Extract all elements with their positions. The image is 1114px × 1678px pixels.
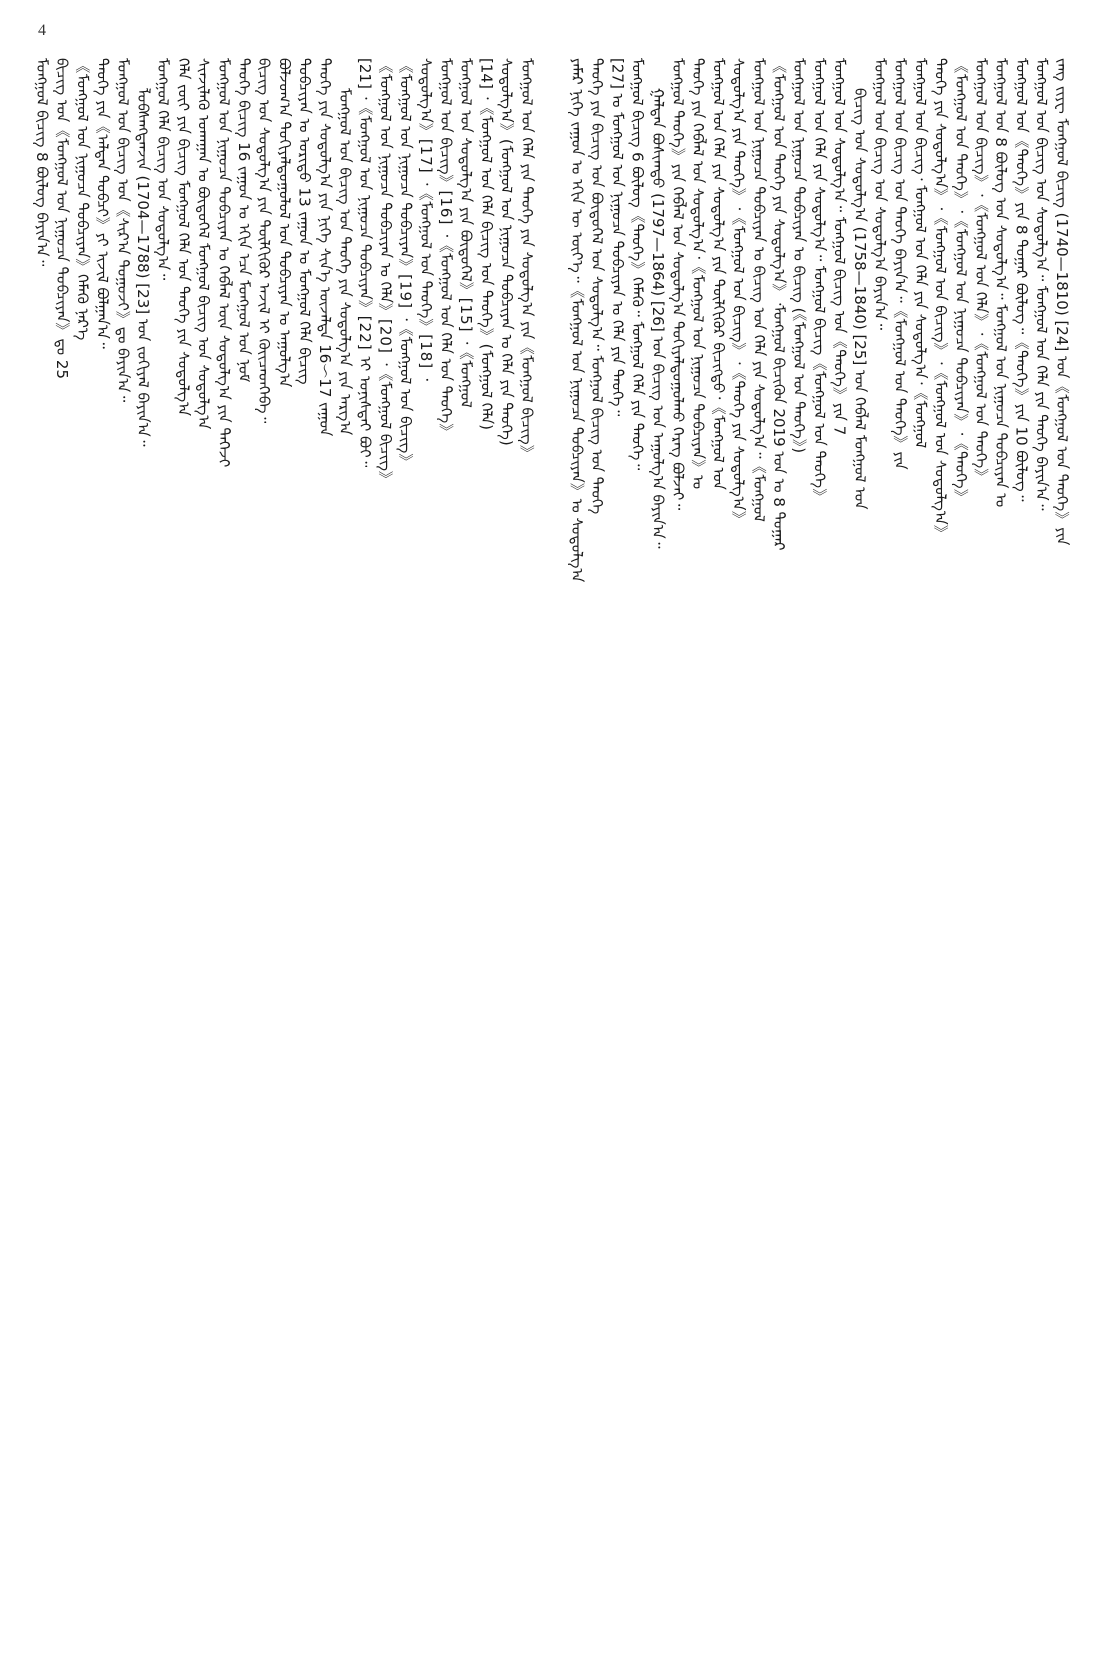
text-line-content: ᠮᠣᠩᠭᠣᠯ ᠤᠨ ᠨᠢᠭᠤᠴᠠ ᠲᠣᠪᠴᠢᠶᠠᠨ ᠤ ᠪᠢᠴᠢᠭ ᠤᠨ ᠬᠡᠯᠡ ᠶᠢᠨ ᠰᠤᠳᠤᠯᠭ᠎ᠠ᠃《ᠮᠣᠩᠭᠣᠯ	[749, 58, 768, 522]
text-line-content: 《ᠮᠣᠩᠭᠣᠯ ᠤᠨ ᠨᠢᠭᠤᠴᠠ ᠲᠣᠪᠴᠢᠶᠠᠨ ᠤ ᠬᠡᠯᠡ》[20] ᠂《ᠮᠣᠩᠭᠣᠯ ᠪᠢᠴᠢᠭ》	[376, 58, 395, 488]
text-line-content: ᠮᠣᠩᠭᠣᠯ ᠤᠨ ᠨᠢᠭᠤᠴᠠ ᠲᠣᠪᠴᠢᠶᠠᠨ ᠤ ᠬᠡᠪᠯᠡᠯ ᠦᠨ ᠰᠤᠳᠤᠯᠭ᠎ᠠ ᠶᠢᠨ ᠳᠡᠭᠡᠵᠢ	[214, 58, 233, 468]
text-line-content: 《ᠮᠣᠩᠭᠣᠯ ᠤᠨ ᠲᠡᠦᠬᠡ》᠂《ᠮᠣᠩᠭᠣᠯ ᠤᠨ ᠨᠢᠭᠤᠴᠠ ᠲᠣᠪᠴᠢᠶᠠᠨ》᠂《ᠲᠡᠦᠬᠡ》	[951, 58, 970, 505]
text-line-content: ᠰᠤᠳᠤᠯᠭ᠎ᠠ》[17] ᠂《ᠮᠣᠩᠭᠣᠯ ᠤᠨ ᠲᠡᠦᠬᠡ》[18] ᠂	[416, 58, 435, 381]
text-line-content: ᠪᠢᠴᠢᠭ ᠤᠨ ᠰᠤᠳᠤᠯᠭ᠎ᠠ ᠶᠢᠨ ᠲᠦᠯᠬᠢᠭᠦᠷ ᠠᠵᠢᠯ ᠢ ᠭᠦᠢᠴᠡᠳᠬᠡᠪᠡ᠃	[255, 58, 274, 424]
text-line-content: ᠲᠡᠦᠬᠡ ᠶᠢᠨ ᠰᠤᠳᠤᠯᠭ᠎ᠠ》᠂《ᠮᠣᠩᠭᠣᠯ ᠤᠨ ᠪᠢᠴᠢᠭ᠌》᠂《ᠮᠣᠩᠭᠣᠯ ᠤᠨ ᠰᠤᠳᠤᠯᠭ᠎ᠠ》	[931, 58, 950, 541]
text-line-content: ᠶᠠᠮᠠᠷ ᠨᠢᠭᠡ ᠵᠠᠭᠤᠨ ᠤ ᠡᠬᠢᠨ ᠦ ᠦᠶ᠎ᠡ᠃《ᠮᠣᠩᠭᠣᠯ ᠤᠨ ᠨᠢᠭᠤᠴᠠ ᠲᠣᠪᠴᠢᠶᠠᠨ》ᠤ ᠰᠤᠳᠤᠯᠭ᠎ᠠ	[568, 58, 586, 583]
text-line-content: ᠰᠤᠳᠤᠯᠭ᠎ᠠ》(ᠮᠣᠩᠭᠣᠯ ᠤᠨ ᠨᠢᠭᠤᠴᠠ ᠲᠣᠪᠴᠢᠶᠠᠨ ᠤ ᠬᠡᠯᠡ ᠶᠢᠨ ᠲᠡᠦᠬᠡ)	[497, 58, 516, 447]
text-line-content: ᠪᠣᠯᠵᠣᠭ᠎ᠠ ᠲᠣᠬᠢᠶᠠᠯᠳᠤᠭᠤᠯᠤᠯ ᠤᠨ ᠲᠣᠪᠴᠢᠶᠠᠨ ᠤ ᠠᠭᠤᠯᠭ᠎ᠠ	[275, 58, 294, 388]
text-line-content: ᠮᠣᠩᠭᠣᠯ ᠤᠨ ᠪᠢᠴᠢᠭ᠌ ᠤᠨ ᠰᠤᠳᠤᠯᠭ᠎ᠠ ᠪᠠᠶᠢᠨ᠎ᠠ᠃	[871, 58, 889, 330]
text-line-content: ᠮᠣᠩᠭᠣᠯ ᠤᠨ 8 ᠪᠦᠯᠦᠭ ᠤᠨ ᠰᠤᠳᠤᠯᠭ᠎ᠠ᠃ ᠮᠣᠩᠭᠣᠯ ᠤᠨ ᠨᠢᠭᠤᠴᠠ ᠲᠣᠪᠴᠢᠶᠠᠨ ᠤ	[992, 58, 1011, 508]
text-line-content: ᠵᠠᠩ ᠵᠢᠶᠧ ᠮᠣᠩᠭᠣᠯ ᠪᠢᠴᠢᠭ᠌ (1740—1810) [24] ᠤᠨ《ᠮᠣᠩᠭᠣᠯ ᠤᠨ ᠲᠡᠦᠬᠡ》ᠶᠢᠨ	[1052, 58, 1071, 546]
text-line-content: ᠮᠣᠩᠭᠣᠯ ᠤᠨ ᠨᠢᠭᠤᠴᠠ ᠲᠣᠪᠴᠢᠶᠠᠨ ᠤ ᠪᠢᠴᠢᠭ᠌ (《ᠮᠣᠩᠭᠣᠯ ᠤᠨ ᠲᠡᠦᠬᠡ》)	[790, 58, 809, 454]
text-line-content: [27] ᠤ ᠮᠣᠩᠭᠣᠯ ᠤᠨ ᠨᠢᠭᠤᠴᠠ ᠲᠣᠪᠴᠢᠶᠠᠨ ᠤ ᠬᠡᠯᠡ ᠶᠢᠨ ᠲᠡᠦᠬᠡ᠃	[608, 58, 627, 417]
text-line	[515, 58, 539, 461]
text-line	[1050, 58, 1074, 545]
text-line-content: ᠮᠣᠩᠭᠣᠯ ᠤᠨ ᠪᠢᠴᠢᠭ᠌ ᠤᠨ ᠲᠡᠦᠬᠡ ᠪᠠᠶᠢᠨ᠎ᠠ᠃《ᠮᠣᠩᠭᠣᠯ ᠤᠨ ᠲᠡᠦᠬᠡ》ᠶᠢᠨ	[891, 58, 910, 470]
text-line-content: 《ᠮᠣᠩᠭᠣᠯ ᠤᠨ ᠲᠡᠦᠬᠡ ᠶᠢᠨ ᠰᠤᠳᠤᠯᠭ᠎ᠠ》᠂ᠮᠣᠩᠭᠣᠯ ᠪᠢᠴᠢᠭ᠌ᠦᠨ 2019 ᠤᠨ ᠤ 8 ᠳᠤᠭᠠᠷ	[770, 58, 788, 551]
text-line-content: ᠪᠢᠴᠢᠭ ᠤᠨ ᠰᠤᠳᠤᠯᠭ᠎ᠠ (1758—1840) [25] ᠤᠨ ᠬᠡᠪᠯᠡᠯ ᠮᠣᠩᠭᠣᠯ ᠤᠨ	[850, 88, 869, 510]
text-line-content: ᠬᠡᠯᠡ ᠵᠦᠢ ᠶᠢᠨ ᠪᠢᠴᠢᠭ᠌ ᠮᠣᠩᠭᠣᠯ ᠬᠡᠯᠡ ᠤᠨ ᠲᠡᠦᠬᠡ ᠶᠢᠨ ᠰᠤᠳᠤᠯᠭ᠎ᠠ	[174, 58, 193, 417]
text-line-content: ᠮᠣᠩᠭᠣᠯ ᠪᠢᠴᠢᠭ 8 ᠪᠦᠯᠦᠭ ᠪᠠᠶᠢᠨ᠎ᠠ᠃	[33, 58, 51, 267]
text-line-content: ᠮᠣᠩᠭᠣᠯ ᠤᠨ ᠰᠤᠳᠤᠯᠭ᠎ᠠ ᠶᠢᠨ ᠪᠦᠲᠦᠭᠡᠯ》[15] ᠂《ᠮᠣᠩᠭᠣᠯ	[457, 58, 476, 408]
text-line-content: ᠪᠢᠴᠢᠭ ᠤᠨ《ᠮᠣᠩᠭᠣᠯ ᠤᠨ ᠨᠢᠭᠤᠴᠠ ᠲᠣᠪᠴᠢᠶᠠᠨ》ᠳᠤ 25	[53, 58, 72, 379]
text-line-content: [14] ᠂《ᠮᠣᠩᠭᠣᠯ ᠤᠨ ᠬᠡᠯᠡ ᠪᠢᠴᠢᠭ ᠤᠨ ᠲᠡᠦᠬᠡ》(ᠮᠣᠩᠭᠣᠯ ᠬᠡᠯᠡ)	[477, 58, 496, 431]
text-line-content: ᠮᠣᠩᠭᠣᠯ ᠤᠨ ᠪᠢᠴᠢᠭ ᠤᠨ《ᠰᠢᠷ᠎ᠠ ᠲᠣᠭᠤᠵᠢ》ᠳᠤ ᠪᠠᠶᠢᠨ᠎ᠠ᠃	[113, 58, 132, 403]
text-line-content: ᠮᠣᠩᠭᠣᠯ ᠤᠨ ᠬᠡᠯᠡ ᠶᠢᠨ ᠰᠤᠳᠤᠯᠭ᠎ᠠ᠃ ᠮᠣᠩᠭᠣᠯ ᠪᠢᠴᠢᠭ᠌《ᠮᠣᠩᠭᠣᠯ ᠤᠨ ᠲᠡᠦᠬᠡ》	[810, 58, 829, 505]
text-line-content: ᠲᠣᠪᠴᠢᠶᠠᠨ ᠤ ᠤᠷᠢᠳᠤ 13 ᠵᠠᠭᠤᠨ ᠤ ᠮᠣᠩᠭᠣᠯ ᠬᠡᠯᠡ ᠪᠢᠴᠢᠭ᠌	[295, 58, 314, 385]
text-line-content: ᠮᠣᠩᠭᠣᠯ ᠤᠨ ᠬᠡᠯᠡ ᠶᠢᠨ ᠰᠤᠳᠤᠯᠭ᠎ᠠ ᠶᠢᠨ ᠲᠦᠯᠬᠢᠭᠦᠷ ᠪᠢᠴᠢᠭ᠌ᠳᠦ᠂《ᠮᠣᠩᠭᠣᠯ ᠤᠨ	[709, 58, 728, 490]
text-line-content: ᠲᠡᠦᠬᠡ ᠶᠢᠨ ᠰᠤᠳᠤᠯᠭ᠎ᠠ ᠶᠢᠨ ᠨᠢᠭᠡ ᠰᠢᠨ᠎ᠡ ᠦᠵᠡᠯᠲᠡ 16～17 ᠵᠠᠭᠤᠨ	[315, 58, 334, 437]
text-line-content: ᠮᠣᠩᠭᠣᠯ ᠤᠨ ᠰᠤᠳᠤᠯᠭ᠎ᠠ᠃ ᠮᠣᠩᠭᠣᠯ ᠪᠢᠴᠢᠭ ᠤᠨ《ᠲᠡᠦᠬᠡ》ᠶᠢᠨ 7	[830, 58, 849, 436]
text-line-content: ᠭᠠᠯᠳᠠᠨ ᠪᠣᠰᠢᠭᠲᠤ (1797—1864) [26] ᠤᠨ ᠪᠢᠴᠢᠭ ᠤᠨ ᠠᠭᠤᠯᠭ᠎ᠠ ᠪᠠᠶᠢᠨ᠎ᠠ᠃	[648, 88, 667, 549]
left-text-column	[30, 58, 540, 1670]
text-line-content: ᠰᠢᠨᠵᠢᠯᠡᠬᠦ ᠤᠬᠠᠭᠠᠨ ᠤ ᠪᠦᠲᠦᠭᠡᠯ ᠮᠣᠩᠭᠣᠯ ᠪᠢᠴᠢᠭ ᠤᠨ ᠰᠤᠳᠤᠯᠭ᠎ᠠ	[194, 58, 213, 430]
text-line-content: ᠮᠣᠩᠭᠣᠯ ᠪᠢᠴᠢᠭ 6 ᠪᠦᠯᠦᠭ《ᠲᠡᠦᠬᠡ》ᠬᠡᠮᠡᠬᠦ᠃ ᠮᠣᠩᠭᠣᠯ ᠬᠡᠯᠡ ᠶᠢᠨ ᠲᠡᠦᠬᠡ᠃	[628, 58, 647, 471]
text-line-content: ᠮᠣᠩᠭᠣᠯ ᠤᠨ ᠪᠢᠴᠢᠭ᠌᠂ ᠮᠣᠩᠭᠣᠯ ᠤᠨ ᠬᠡᠯᠡ ᠶᠢᠨ ᠰᠤᠳᠤᠯᠭ᠎ᠠ᠂《ᠮᠣᠩᠭᠣᠯ	[911, 58, 930, 449]
page-number: 4	[38, 22, 46, 39]
text-line-content: ᠲᠡᠦᠬᠡ ᠶᠢᠨ ᠬᠡᠪᠯᠡᠯ ᠤᠨ ᠰᠤᠳᠤᠯᠭ᠎ᠠ᠂《ᠮᠣᠩᠭᠣᠯ ᠤᠨ ᠨᠢᠭᠤᠴᠠ ᠲᠣᠪᠴᠢᠶᠠᠨ》ᠤ	[689, 58, 708, 490]
right-text-column	[565, 58, 1085, 1670]
text-line-content: ᠰᠤᠳᠤᠯᠭ᠎ᠠ ᠶᠢᠨ ᠲᠡᠦᠬᠡ》᠂《ᠮᠣᠩᠭᠣᠯ ᠤᠨ ᠪᠢᠴᠢᠭ᠌》᠂《ᠲᠡᠦᠬᠡ ᠶᠢᠨ ᠰᠤᠳᠤᠯᠭ᠎ᠠ》	[729, 58, 748, 527]
text-line-content: ᠮᠣᠩᠭᠣᠯ ᠬᠡᠯᠡ ᠪᠢᠴᠢᠭ ᠤᠨ ᠰᠤᠳᠤᠯᠭ᠎ᠠ᠃	[154, 58, 173, 281]
text-line-content: ᠲᠡᠦᠬᠡ ᠶᠢᠨ《ᠠᠯᠲᠠᠨ ᠲᠣᠪᠴᠢ》ᠶᠢ ᠢᠵᠢᠯ ᠪᠣᠯᠭᠠᠨ᠎ᠠ᠃	[93, 58, 112, 349]
text-line-content: [21] ᠂《ᠮᠣᠩᠭᠣᠯ ᠤᠨ ᠨᠢᠭᠤᠴᠠ ᠲᠣᠪᠴᠢᠶᠠᠨ》[22] ᠢ ᠤᠨᠢᠰᠲᠠᠢ ᠪᠤᠢ᠃	[356, 58, 375, 468]
text-line-content: ᠮᠣᠩᠭᠣᠯ ᠤᠨ ᠪᠢᠴᠢᠭ᠌》᠂《ᠮᠣᠩᠭᠣᠯ ᠤᠨ ᠬᠡᠯᠡ》᠂《ᠮᠣᠩᠭᠣᠯ ᠤᠨ ᠲᠡᠦᠬᠡ》	[972, 58, 990, 485]
text-line-content: 《ᠮᠣᠩᠭᠣᠯ ᠤᠨ ᠨᠢᠭᠤᠴᠠ ᠲᠣᠪᠴᠢᠶᠠᠨ》[19] ᠂《ᠮᠣᠩᠭᠣᠯ ᠤᠨ ᠪᠢᠴᠢᠭ》	[396, 58, 415, 470]
text-line-content: ᠲᠡᠦᠬᠡ ᠶᠢᠨ ᠪᠢᠴᠢᠭ ᠤᠨ ᠪᠦᠲᠦᠭᠡᠯ ᠤᠨ ᠰᠤᠳᠤᠯᠭ᠎ᠠ᠃ ᠮᠣᠩᠭᠣᠯ ᠪᠢᠴᠢᠭ ᠤᠨ ᠲᠡᠦᠬᠡ	[588, 58, 607, 515]
text-line-content: ᠮᠣᠩᠭᠣᠯ ᠤᠨ ᠪᠢᠴᠢᠭ ᠤᠨ ᠲᠡᠦᠬᠡ ᠶᠢᠨ ᠰᠤᠳᠤᠯᠭ᠎ᠠ ᠶᠢᠨ ᠠᠷᠭ᠎ᠠ	[336, 88, 354, 436]
text-line-content: 《ᠮᠣᠩᠭᠣᠯ ᠤᠨ ᠨᠢᠭᠤᠴᠠ ᠲᠣᠪᠴᠢᠶᠠᠨ》ᠬᠡᠮᠡᠬᠦ ᠨᠡᠷ᠎ᠡ	[73, 58, 92, 341]
text-line-content: ᠮᠣᠩᠭᠣᠯ ᠲᠡᠦᠬᠡ》ᠶᠢᠨ ᠬᠡᠪᠯᠡᠯ ᠤᠨ ᠰᠤᠳᠤᠯᠭ᠎ᠠ ᠲᠣᠬᠢᠶᠠᠯᠳᠤᠭᠤᠯᠬᠤ ᠬᠡᠷᠡᠭ ᠪᠣᠯᠵᠠᠢ᠃	[669, 58, 687, 511]
text-line-content: ᠮᠣᠩᠭᠣᠯ ᠤᠨ ᠬᠡᠯᠡ ᠶᠢᠨ ᠲᠡᠦᠬᠡ ᠶᠢᠨ ᠰᠤᠳᠤᠯᠭ᠎ᠠ ᠶᠢᠨ《ᠮᠣᠩᠭᠣᠯ ᠪᠢᠴᠢᠭ》	[517, 58, 536, 461]
text-line-content: ᠮᠣᠩᠭᠣᠯ ᠤᠨ《ᠲᠡᠦᠬᠡ》ᠶᠢᠨ 8 ᠳᠤᠭᠠᠷ ᠪᠦᠯᠦᠭ᠃《ᠲᠡᠦᠬᠡ》ᠶᠢᠨ 10 ᠪᠦᠯᠦᠭ᠃	[1012, 58, 1031, 502]
text-line-content: ᠮᠣᠩᠭᠣᠯ ᠤᠨ ᠪᠢᠴᠢᠭ᠌ ᠤᠨ ᠰᠤᠳᠤᠯᠭ᠎ᠠ᠃ ᠮᠣᠩᠭᠣᠯ ᠤᠨ ᠬᠡᠯᠡ ᠶᠢᠨ ᠲᠡᠦᠬᠡ ᠪᠠᠶᠢᠨ᠎ᠠ᠃	[1032, 58, 1051, 511]
text-line-content: ᠲᠡᠦᠬᠡ ᠪᠢᠴᠢᠭ᠌ 16 ᠵᠠᠭᠤᠨ ᠤ ᠡᠬᠢᠨ ᠡᠴᠡ ᠮᠣᠩᠭᠣᠯ ᠤᠨ ᠨᠣᠮ	[235, 58, 253, 383]
text-line-content: ᠯᠣᠪᠰᠠᠩᠳᠠᠨᠵᠢᠨ (1704—1788) [23] ᠤᠨ ᠵᠣᠬᠢᠶᠠᠯ ᠪᠠᠶᠢᠨ᠎ᠠ᠃	[134, 88, 152, 447]
text-line-content: ᠮᠣᠩᠭᠣᠯ ᠤᠨ ᠪᠢᠴᠢᠭ》[16] ᠂《ᠮᠣᠩᠭᠣᠯ ᠤᠨ ᠬᠡᠯᠡ ᠤᠨ ᠲᠡᠦᠬᠡ》	[437, 58, 455, 440]
